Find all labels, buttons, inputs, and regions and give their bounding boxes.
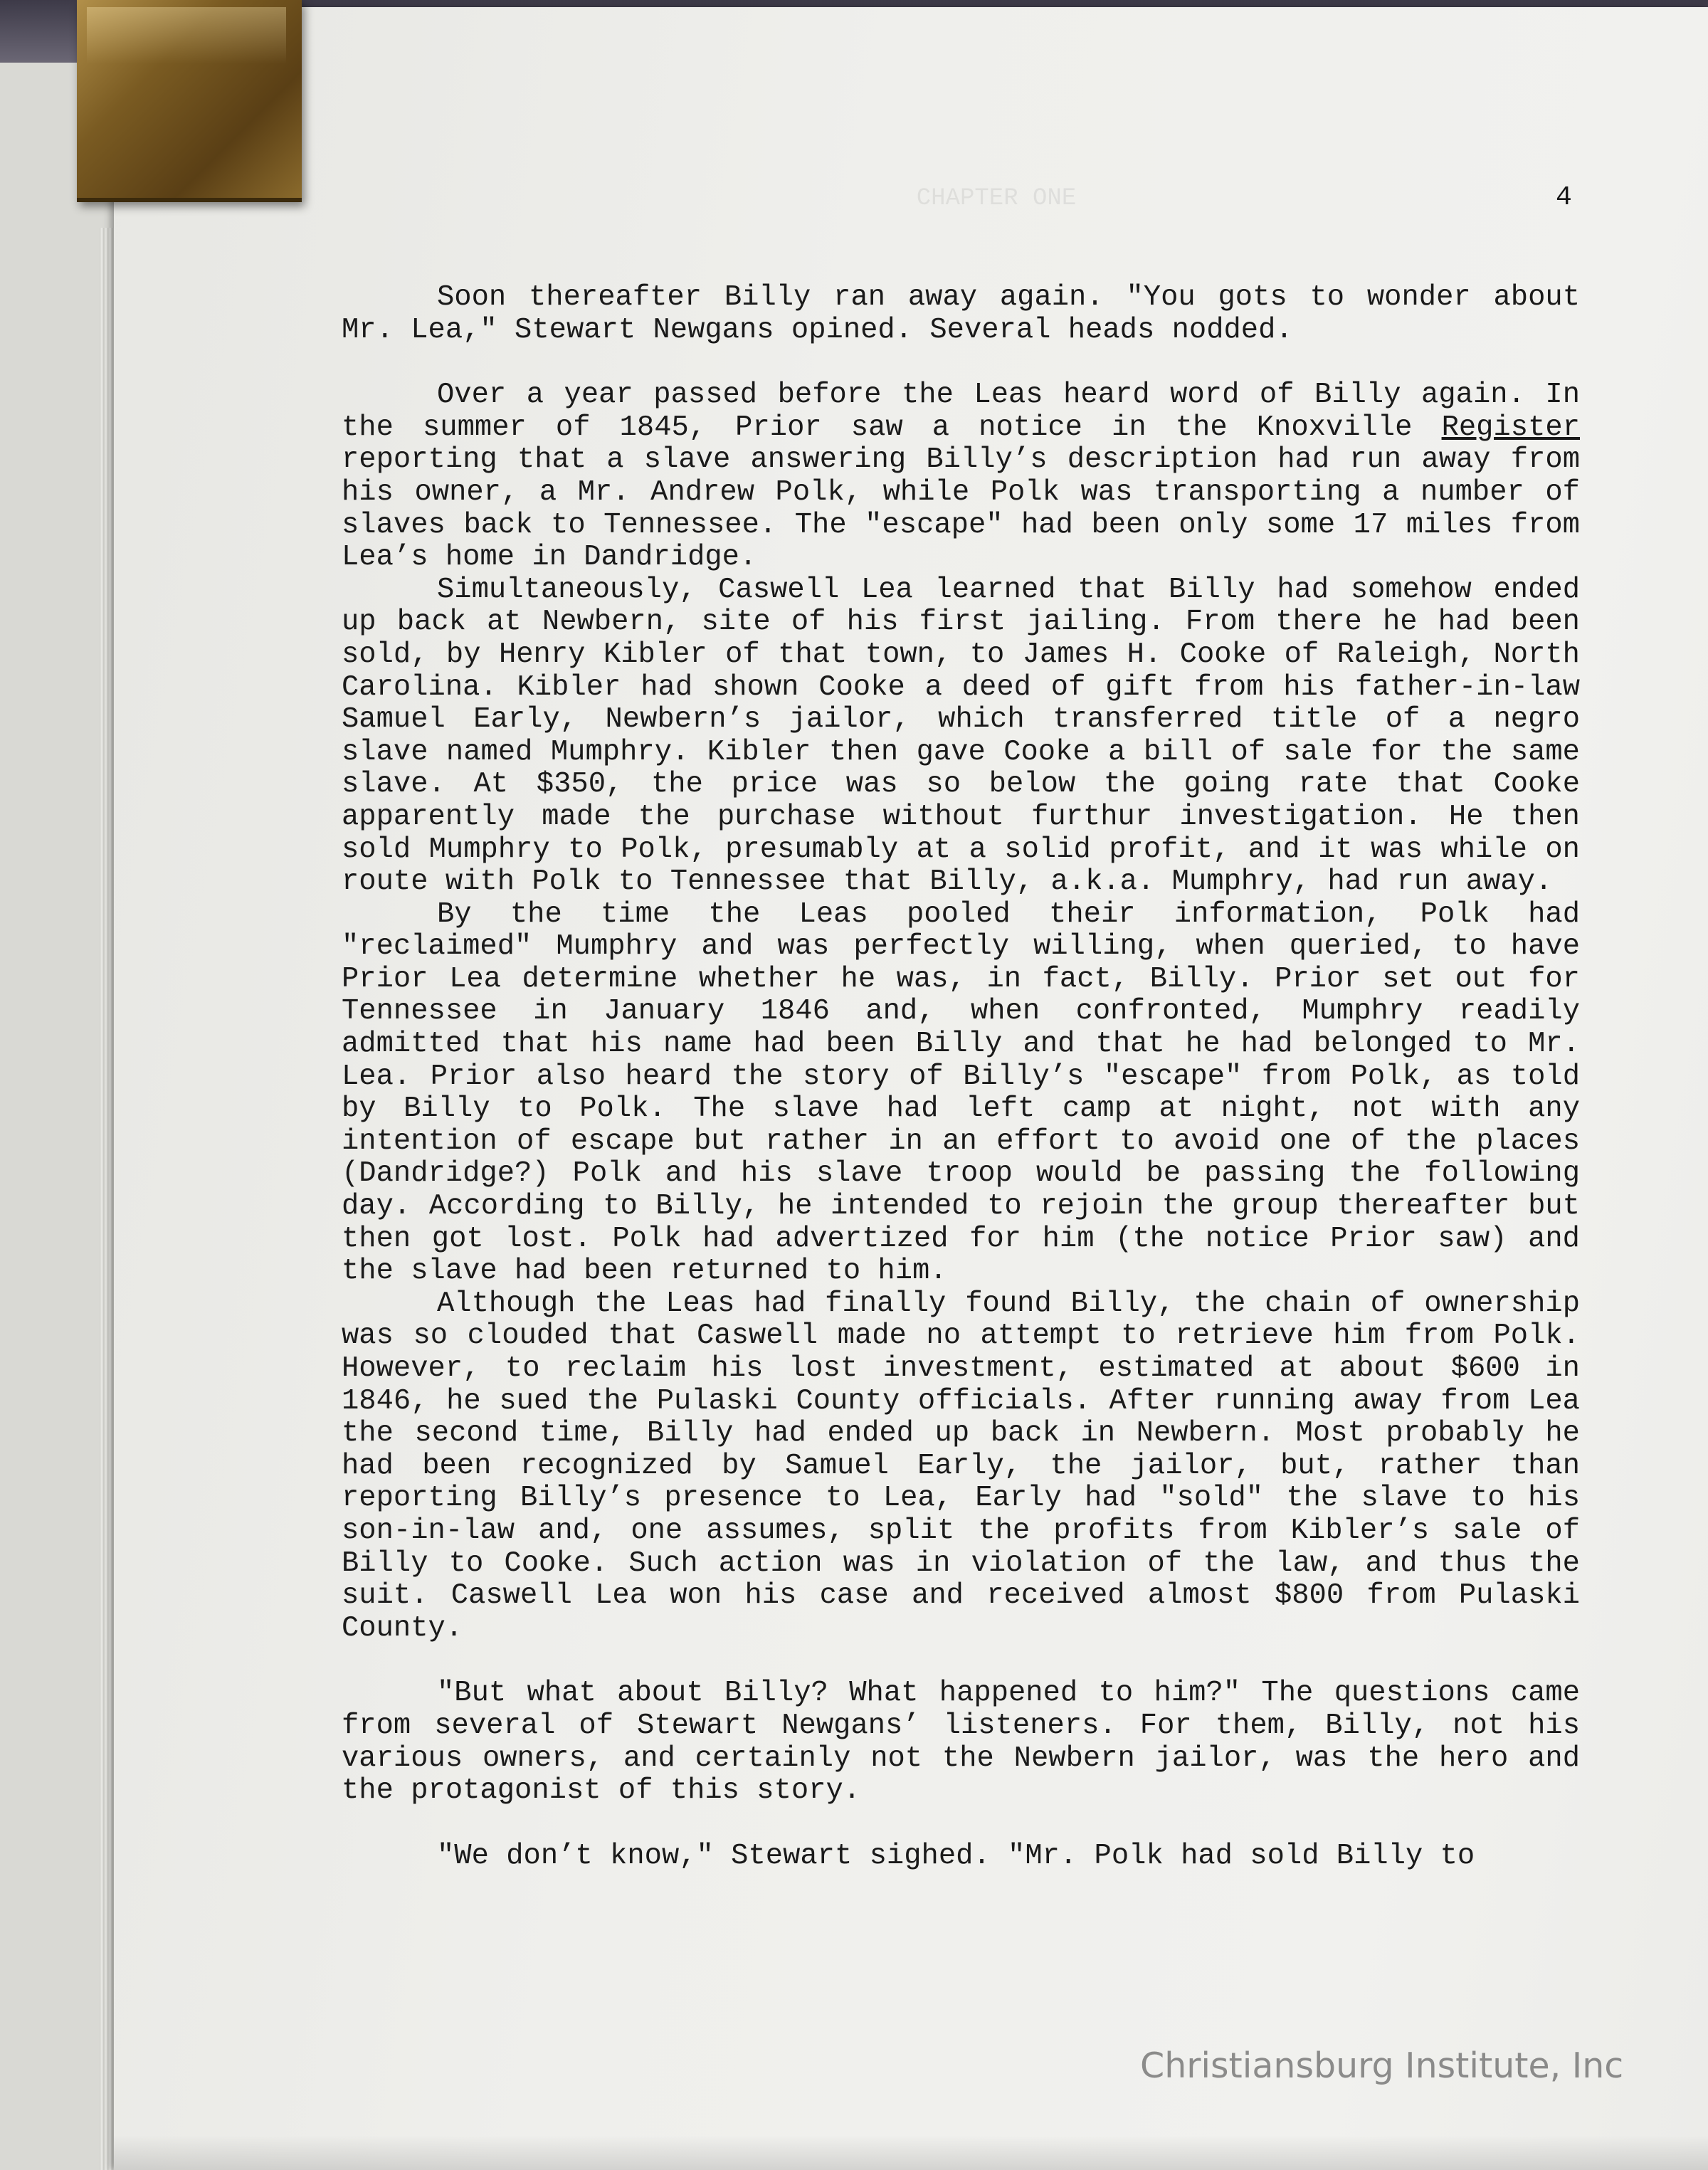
page-bottom-shadow bbox=[114, 2135, 1708, 2170]
binder-clip-shine bbox=[87, 7, 286, 64]
bleed-through-heading: CHAPTER ONE bbox=[916, 185, 1077, 212]
page-number: 4 bbox=[1556, 182, 1573, 213]
paragraph-3: Simultaneously, Caswell Lea learned that Billy had somehow ended up back at Newbern, site of his first jailing. From there he had been sold, by Henry Kibler of that town, to James H. Cooke of Raleigh, North Carolina. Kibler had shown Cooke a deed of gift from his father-in-law Samuel Early, Newbern’s jailor, which transferred title of a negro slave named Mumphry. Kibler then gave Cooke a bill of sale for the same slave. At $350, the price was so below the going rate that Cooke apparently made the purchase without furthur investigation. He then sold Mumphry to Polk, presumably at a solid profit, and it was while on route with Polk to Tennessee that Billy, a.k.a. Mumphry, had run away. bbox=[342, 573, 1580, 899]
paragraph-1: Soon thereafter Billy ran away again. "You gots to wonder about Mr. Lea," Stewart Newgans opined. Several heads nodded. bbox=[342, 281, 1580, 347]
paragraph-2 bbox=[342, 379, 1580, 574]
paragraph-5: Although the Leas had finally found Billy, the chain of ownership was so clouded that Caswell made no attempt to retrieve him from Polk. However, to reclaim his lost investment, estimated at about $600 in 1846, he sued the Pulaski County officials. After running away from Lea the second time, Billy had ended up back in Newbern. Most probably he had been recognized by Samuel Early, the jailor, but, rather than reporting Billy’s presence to Lea, Early had "sold" the slave to his son-in-law and, one assumes, split the profits from Kibler’s sale of Billy to Cooke. Such action was in violation of the law, and thus the suit. Caswell Lea won his case and received almost $800 from Pulaski County. bbox=[342, 1287, 1580, 1645]
binder-clip bbox=[77, 0, 302, 202]
newspaper-title: Register bbox=[1441, 411, 1580, 444]
paragraph-6: "But what about Billy? What happened to him?" The questions came from several of Stewart Newgans’ listeners. For them, Billy, not his various owners, and certainly not the Newbern jailor, was the hero and the protagonist of this story. bbox=[342, 1677, 1580, 1808]
paragraph-4: By the time the Leas pooled their information, Polk had "reclaimed" Mumphry and was perfectly willing, when queried, to have Prior Lea determine whether he was, in fact, Billy. Prior set out for Tennessee in January 1846 and, when confronted, Mumphry readily admitted that his name had been Billy and that he had belonged to Mr. Lea. Prior also heard the story of Billy’s "escape" from Polk, as told by Billy to Polk. The slave had left camp at night, not with any intention of escape but rather in an effort to avoid one of the places (Dandridge?) Polk and his slave troop would be passing the following day. According to Billy, he intended to rejoin the group thereafter but then got lost. Polk had advertized for him (the notice Prior saw) and the slave had been returned to him. bbox=[342, 897, 1580, 1288]
paragraph-2-part-1: Over a year passed before the Leas heard word of Billy again. In the summer of 1845, Prior saw a notice in the Knoxville bbox=[342, 379, 1580, 444]
watermark: Christiansburg Institute, Inc bbox=[1140, 2045, 1624, 2086]
paragraph-2-part-2: reporting that a slave answering Billy’s description had run away from his owner, a Mr. Andrew Polk, while Polk was transporting a number of slaves back to Tennessee. The "escape" had been only some 17 miles from Lea’s home in Dandridge. bbox=[342, 443, 1580, 574]
body-text bbox=[342, 282, 1580, 1873]
paragraph-7: "We don’t know," Stewart sighed. "Mr. Polk had sold Billy to bbox=[437, 1839, 1475, 1873]
